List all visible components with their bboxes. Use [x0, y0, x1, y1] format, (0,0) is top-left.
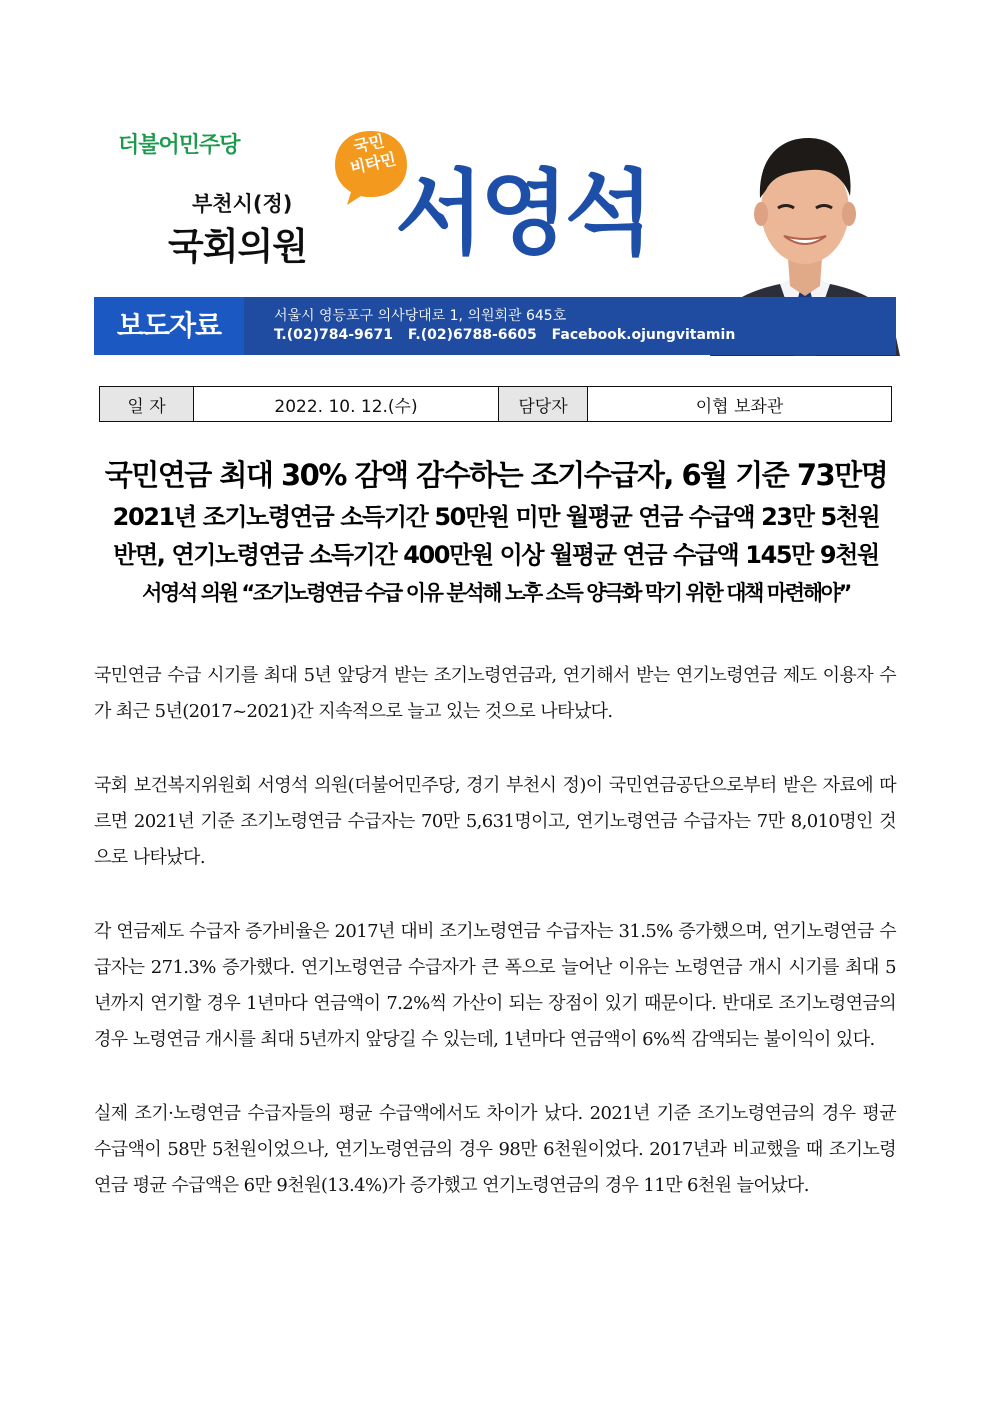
sub-headline-1: 2021년 조기노령연금 소득기간 50만원 미만 월평균 연금 수급액 23만 5천원 [112, 503, 880, 531]
press-release-label: 보도자료 [94, 297, 244, 355]
facebook-handle: Facebook.ojungvitamin [551, 327, 736, 343]
fax-number: F.(02)6788-6605 [407, 327, 537, 343]
member-name: 서영석 [395, 160, 650, 267]
quote-headline: 서영석 의원 “조기노령연금 수급 이유 분석해 노후 소득 양극화 막기 위한 대책 마련해야” [142, 581, 850, 605]
date-label: 일 자 [100, 387, 194, 422]
contact-value: 이협 보좌관 [588, 387, 892, 422]
district-label: 부천시(정) [192, 192, 293, 216]
contact-info [274, 327, 745, 343]
headline-block [96, 452, 896, 612]
body-paragraph-1: 국민연금 수급 시기를 최대 5년 앞당겨 받는 조기노령연금과, 연기해서 받는 연기노령연금 제도 이용자 수가 최근 5년(2017~2021)간 지속적으로 늘고 있는 것으로 나타났다. [94, 665, 896, 722]
contact-banner [94, 297, 896, 355]
bubble-line2: 비타민 [348, 149, 398, 178]
member-title: 국회의원 [168, 225, 307, 268]
body-paragraph-2: 국회 보건복지위원회 서영석 의원(더불어민주당, 경기 부천시 정)이 국민연금공단으로부터 받은 자료에 따르면 2021년 기준 조기노령연금 수급자는 70만 5,631명이고, 연기노령연금 수급자는 7만 8,010명인 것으로 나타났다. [94, 775, 896, 868]
info-table [99, 386, 892, 422]
date-value: 2022. 10. 12.(수) [194, 387, 499, 422]
party-logo: 더불어민주당 [118, 133, 240, 158]
bubble-line1: 국민 [351, 131, 386, 157]
main-headline: 국민연금 최대 30% 감액 감수하는 조기수급자, 6월 기준 73만명 [104, 458, 888, 492]
article-body [94, 658, 896, 1242]
office-address: 서울시 영등포구 의사당대로 1, 의원회관 645호 [274, 308, 567, 324]
phone-number: T.(02)784-9671 [274, 327, 394, 343]
sub-headline-2: 반면, 연기노령연금 소득기간 400만원 이상 월평균 연금 수급액 145만 9천원 [113, 541, 879, 569]
body-paragraph-3: 각 연금제도 수급자 증가비율은 2017년 대비 조기노령연금 수급자는 31.5% 증가했으며, 연기노령연금 수급자는 271.3% 증가했다. 연기노령연금 수급자가 큰 폭으로 늘어난 이유는 노령연금 개시 시기를 최대 5년까지 연기할 경우 1년마다 연금액이 7.2%씩 가산이 되는 장점이 있기 때문이다. 반대로 조기노령연금의 경우 노령연금 개시를 최대 5년까지 앞당길 수 있는데, 1년마다 연금액이 6%씩 감액되는 불이익이 있다. [94, 921, 896, 1050]
body-paragraph-4: 실제 조기·노령연금 수급자들의 평균 수급액에서도 차이가 났다. 2021년 기준 조기노령연금의 경우 평균 수급액이 58만 5천원이었으나, 연기노령연금의 경우 98만 6천원이었다. 2017년과 비교했을 때 조기노령연금 평균 수급액은 6만 9천원(13.4%)가 증가했고 연기노령연금의 경우 11만 6천원 늘어났다. [94, 1103, 896, 1196]
contact-label: 담당자 [499, 387, 588, 422]
